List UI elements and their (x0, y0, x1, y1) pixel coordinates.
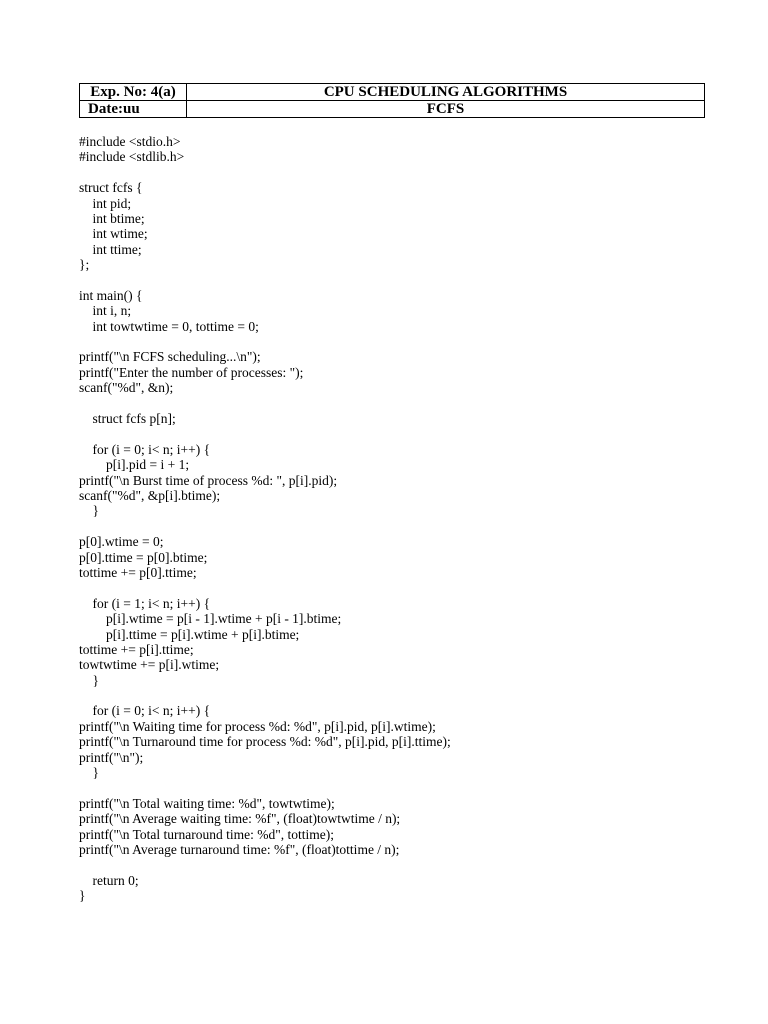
code-line: int ttime; (79, 241, 142, 257)
code-line: towtwtime += p[i].wtime; (79, 657, 220, 673)
code-line (79, 426, 719, 441)
code-line: struct fcfs p[n]; (79, 411, 176, 427)
code-line: for (i = 0; i< n; i++) { (79, 703, 211, 719)
code-line (79, 580, 719, 595)
code-line: printf("\n FCFS scheduling...\n"); (79, 349, 261, 365)
code-line: }; (79, 257, 90, 273)
code-line: } (79, 672, 99, 688)
code-line: p[0].ttime = p[0].btime; (79, 549, 208, 565)
code-line (79, 688, 719, 703)
code-line (79, 519, 719, 534)
code-line: tottime += p[i].ttime; (79, 641, 194, 657)
code-line: printf("\n Total waiting time: %d", towtwtime); (79, 795, 335, 811)
code-line: return 0; (79, 872, 139, 888)
code-line: printf("\n"); (79, 749, 144, 765)
code-line: printf("\n Average turnaround time: %f", (float)tottime / n); (79, 841, 400, 857)
code-line: #include <stdlib.h> (79, 149, 185, 165)
experiment-header-table (79, 83, 705, 118)
date-cell: Date:uu (80, 101, 187, 118)
code-line: p[i].ttime = p[i].wtime + p[i].btime; (79, 626, 300, 642)
code-line: tottime += p[0].ttime; (79, 564, 197, 580)
code-line (79, 396, 719, 411)
code-line: for (i = 1; i< n; i++) { (79, 595, 211, 611)
code-line (79, 165, 719, 180)
code-line: int pid; (79, 195, 132, 211)
header-row-1 (80, 84, 705, 101)
source-code-block (79, 134, 719, 904)
code-line: int towtwtime = 0, tottime = 0; (79, 318, 259, 334)
code-line: printf("\n Turnaround time for process %d: %d", p[i].pid, p[i].ttime); (79, 734, 451, 750)
code-line: p[0].wtime = 0; (79, 534, 164, 550)
code-line (79, 273, 719, 288)
code-line: printf("\n Average waiting time: %f", (float)towtwtime / n); (79, 811, 401, 827)
code-line: for (i = 0; i< n; i++) { (79, 441, 211, 457)
code-line: } (79, 888, 86, 904)
code-line (79, 857, 719, 872)
code-line: printf("\n Burst time of process %d: ", p[i].pid); (79, 472, 338, 488)
code-line: p[i].pid = i + 1; (79, 457, 190, 473)
header-row-2 (80, 101, 705, 118)
code-line: } (79, 765, 99, 781)
code-line: int i, n; (79, 303, 132, 319)
title-cell: CPU SCHEDULING ALGORITHMS (187, 84, 705, 101)
code-line (79, 780, 719, 795)
code-line: printf("\n Total turnaround time: %d", tottime); (79, 826, 335, 842)
code-line: #include <stdio.h> (79, 134, 181, 149)
subtitle-cell: FCFS (187, 101, 705, 118)
exp-no-cell: Exp. No: 4(a) (80, 84, 187, 101)
code-line: scanf("%d", &p[i].btime); (79, 487, 221, 503)
code-line: } (79, 503, 99, 519)
code-line: int wtime; (79, 226, 148, 242)
code-line (79, 334, 719, 349)
code-line: scanf("%d", &n); (79, 380, 174, 396)
code-line: int main() { (79, 287, 143, 303)
code-line: p[i].wtime = p[i - 1].wtime + p[i - 1].btime; (79, 611, 342, 627)
code-line: int btime; (79, 210, 145, 226)
code-line: printf("\n Waiting time for process %d: %d", p[i].pid, p[i].wtime); (79, 718, 436, 734)
code-line: struct fcfs { (79, 180, 143, 196)
code-line: printf("Enter the number of processes: "); (79, 364, 304, 380)
